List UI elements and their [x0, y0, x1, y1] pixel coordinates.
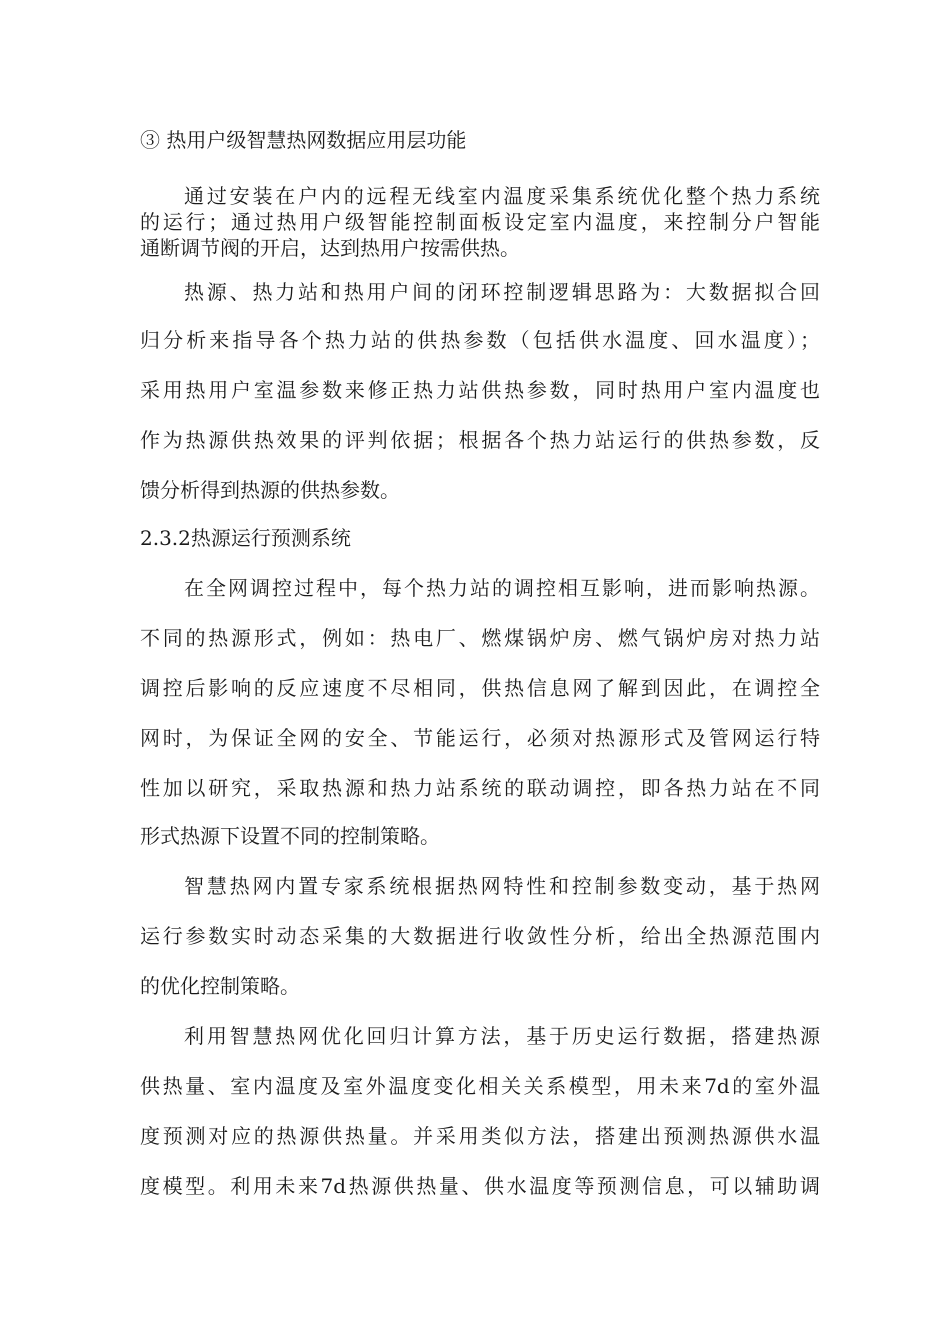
paragraph-line: 形式热源下设置不同的控制策略。 — [140, 824, 440, 848]
paragraph-line: 归分析来指导各个热力站的供热参数（包括供水温度、回水温度）； — [140, 328, 820, 352]
paragraph-line: 通过安装在户内的远程无线室内温度采集系统优化整个热力系统 — [184, 184, 820, 208]
section-heading: 2.3.2热源运行预测系统 — [140, 526, 351, 550]
paragraph-line: 运行参数实时动态采集的大数据进行收敛性分析，给出全热源范围内 — [140, 924, 820, 948]
paragraph-line: 度预测对应的热源供热量。并采用类似方法，搭建出预测热源供水温 — [140, 1124, 820, 1148]
paragraph-line: 供热量、室内温度及室外温度变化相关关系模型，用未来7d的室外温 — [140, 1074, 820, 1098]
paragraph-line: 网时，为保证全网的安全、节能运行，必须对热源形式及管网运行特 — [140, 726, 820, 750]
paragraph-line: 智慧热网内置专家系统根据热网特性和控制参数变动，基于热网 — [184, 874, 820, 898]
paragraph-line: 不同的热源形式，例如：热电厂、燃煤锅炉房、燃气锅炉房对热力站 — [140, 626, 820, 650]
paragraph-line: 在全网调控过程中，每个热力站的调控相互影响，进而影响热源。 — [184, 576, 820, 600]
paragraph-line: 的优化控制策略。 — [140, 974, 300, 998]
paragraph-line: 度模型。利用未来7d热源供热量、供水温度等预测信息，可以辅助调 — [140, 1174, 820, 1198]
paragraph-line: 热源、热力站和热用户间的闭环控制逻辑思路为：大数据拟合回 — [184, 280, 820, 304]
list-heading: ③ 热用户级智慧热网数据应用层功能 — [140, 128, 467, 152]
paragraph-line: 的运行；通过热用户级智能控制面板设定室内温度，来控制分户智能 — [140, 210, 820, 234]
paragraph-line: 调控后影响的反应速度不尽相同，供热信息网了解到因此，在调控全 — [140, 676, 820, 700]
paragraph-line: 性加以研究，采取热源和热力站系统的联动调控，即各热力站在不同 — [140, 776, 820, 800]
paragraph-line: 作为热源供热效果的评判依据；根据各个热力站运行的供热参数，反 — [140, 428, 820, 452]
paragraph-line: 通断调节阀的开启，达到热用户按需供热。 — [140, 236, 520, 260]
paragraph-line: 馈分析得到热源的供热参数。 — [140, 478, 400, 502]
paragraph-line: 采用热用户室温参数来修正热力站供热参数，同时热用户室内温度也 — [140, 378, 820, 402]
paragraph-line: 利用智慧热网优化回归计算方法，基于历史运行数据，搭建热源 — [184, 1024, 820, 1048]
